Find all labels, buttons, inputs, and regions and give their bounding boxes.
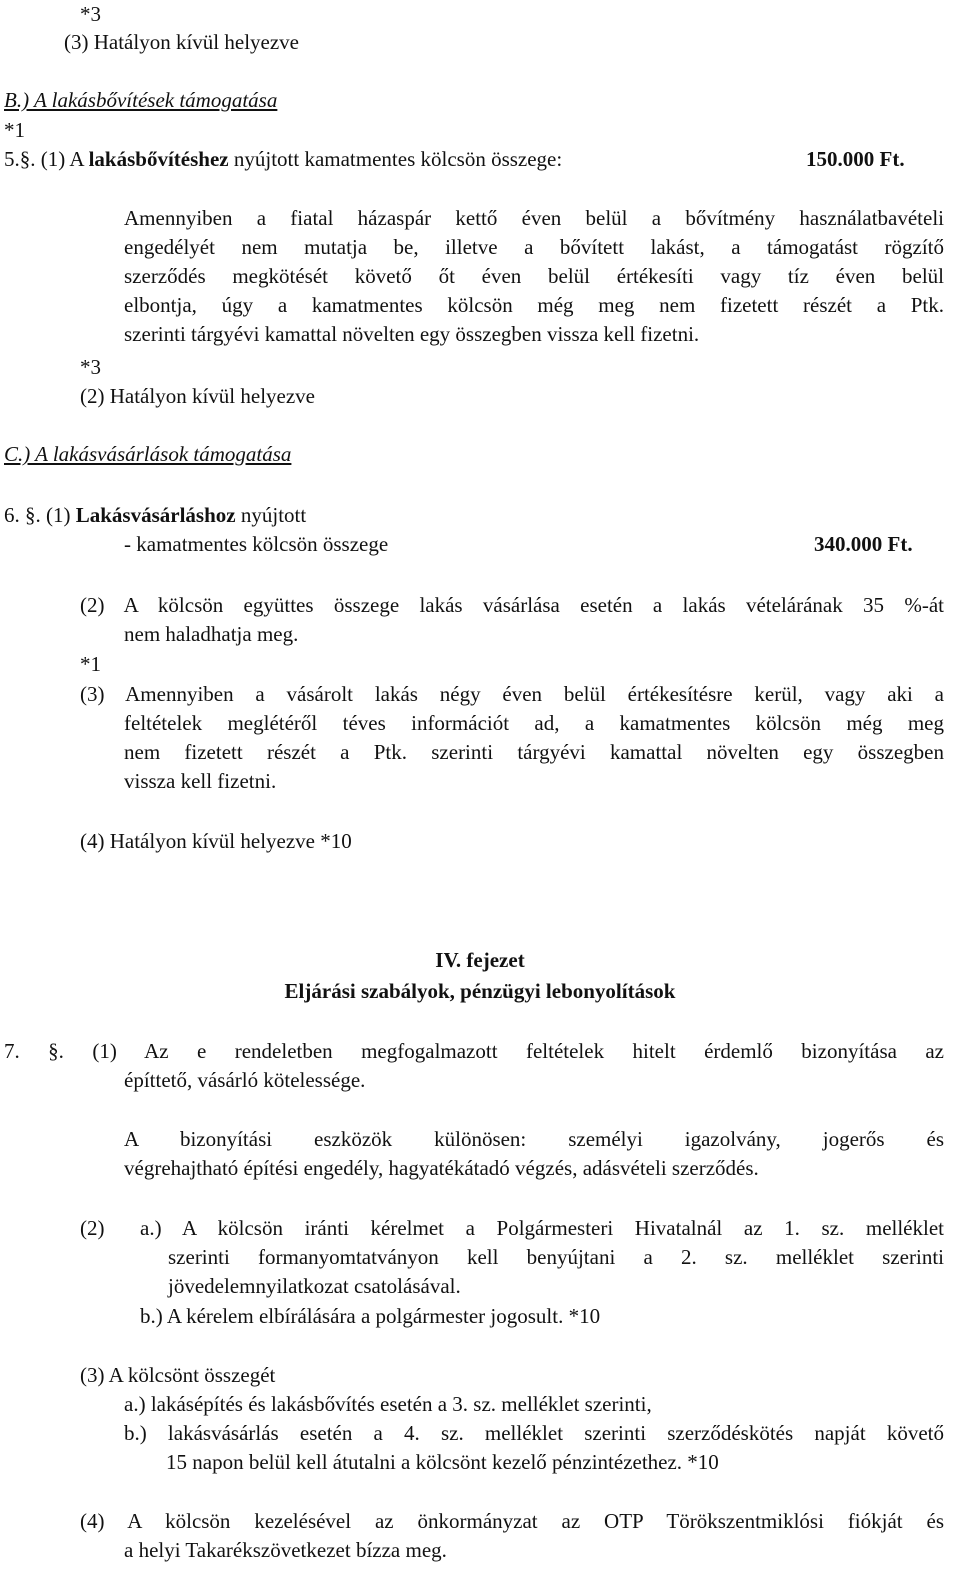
item-2-repealed: (2) Hatályon kívül helyezve	[80, 384, 315, 408]
paragraph-6-3-line: nem fizetett részét a Ptk. szerinti tárgyévi kamattal növelten egy összegben	[124, 740, 944, 764]
evidence-line: végrehajtható építési engedély, hagyatékátadó végzés, adásvételi szerződés.	[124, 1156, 759, 1180]
item-3-repealed: (3) Hatályon kívül helyezve	[64, 30, 299, 54]
chapter-title: Eljárási szabályok, pénzügyi lebonyolítások	[284, 979, 676, 1003]
body-line: szerinti tárgyévi kamattal növelten egy összegben vissza kell fizetni.	[124, 322, 700, 346]
paragraph-7-2b-line: b.) A kérelem elbírálására a polgármester jogosult. *10	[140, 1304, 601, 1328]
paragraph-5-prefix: 5.§. (1) A	[4, 147, 89, 171]
paragraph-7-3a-line: a.) lakásépítés és lakásbővítés esetén a 3. sz. melléklet szerinti,	[124, 1392, 652, 1416]
paragraph-6-3-line: vissza kell fizetni.	[124, 769, 277, 793]
paragraph-6-rest: nyújtott	[235, 503, 307, 527]
paragraph-5-bold: lakásbővítéshez	[88, 147, 229, 171]
paragraph-6-2-line: (2) A kölcsön együttes összege lakás vásárlása esetén a lakás vételárának 35 %-át	[80, 593, 944, 617]
paragraph-6-amount: 340.000 Ft.	[814, 532, 913, 556]
chapter-number: IV. fejezet	[435, 948, 525, 972]
paragraph-7-4-line: (4) A kölcsön kezelésével az önkormányzat az OTP Törökszentmiklósi fiókját és	[80, 1509, 944, 1533]
body-line: Amennyiben a fiatal házaspár kettő éven belül a bővítmény használatbavételi	[124, 206, 944, 230]
paragraph-7-2-number: (2)	[80, 1216, 105, 1240]
paragraph-5-line	[4, 145, 562, 173]
paragraph-7-3b-line: b.) lakásvásárlás esetén a 4. sz. melléklet szerinti szerződéskötés napját követő	[124, 1421, 944, 1445]
section-c-heading: C.) A lakásvásárlások támogatása	[4, 442, 292, 466]
paragraph-7-2a-line: jövedelemnyilatkozat csatolásával.	[168, 1274, 461, 1298]
footnote-mark: *3	[80, 355, 101, 379]
footnote-mark: *3	[80, 2, 101, 26]
paragraph-6-2-line: nem haladhatja meg.	[124, 622, 299, 646]
paragraph-5-rest: nyújtott kamatmentes kölcsön összege:	[228, 147, 563, 171]
paragraph-7-4-line: a helyi Takarékszövetkezet bízza meg.	[124, 1538, 447, 1562]
paragraph-6-line2: - kamatmentes kölcsön összege	[124, 532, 389, 556]
paragraph-7-2a-line: a.) A kölcsön iránti kérelmet a Polgármesteri Hivatalnál az 1. sz. melléklet	[140, 1216, 944, 1240]
paragraph-5-amount: 150.000 Ft.	[806, 147, 905, 171]
footnote-mark: *1	[4, 118, 25, 142]
paragraph-7-3-heading: (3) A kölcsönt összegét	[80, 1363, 276, 1387]
paragraph-6-bold: Lakásvásárláshoz	[75, 503, 236, 527]
body-line: engedélyét nem mutatja be, illetve a bővített lakást, a támogatást rögzítő	[124, 235, 944, 259]
body-line: elbontja, úgy a kamatmentes kölcsön még meg nem fizetett részét a Ptk.	[124, 293, 944, 317]
paragraph-7-3b-line: 15 napon belül kell átutalni a kölcsönt kezelő pénzintézethez. *10	[166, 1450, 719, 1474]
body-line: szerződés megkötését követő őt éven belül értékesíti vagy tíz éven belül	[124, 264, 944, 288]
evidence-line: A bizonyítási eszközök különösen: személyi igazolvány, jogerős és	[124, 1127, 944, 1151]
paragraph-6-prefix: 6. §. (1)	[4, 503, 76, 527]
paragraph-6-line	[4, 501, 306, 529]
paragraph-6-4-repealed: (4) Hatályon kívül helyezve *10	[80, 829, 352, 853]
paragraph-7-line: 7. §. (1) Az e rendeletben megfogalmazott feltételek hitelt érdemlő bizonyítása az	[4, 1039, 944, 1063]
paragraph-7-line: építtető, vásárló kötelessége.	[124, 1068, 366, 1092]
paragraph-7-2a-line: szerinti formanyomtatványon kell benyújtani a 2. sz. melléklet szerinti	[168, 1245, 944, 1269]
section-b-heading: B.) A lakásbővítések támogatása	[4, 88, 278, 112]
paragraph-6-3-line: feltételek meglétéről téves információt ad, a kamatmentes kölcsön még meg	[124, 711, 944, 735]
footnote-mark: *1	[80, 652, 101, 676]
paragraph-6-3-line: (3) Amennyiben a vásárolt lakás négy éven belül értékesítésre kerül, vagy aki a	[80, 682, 944, 706]
